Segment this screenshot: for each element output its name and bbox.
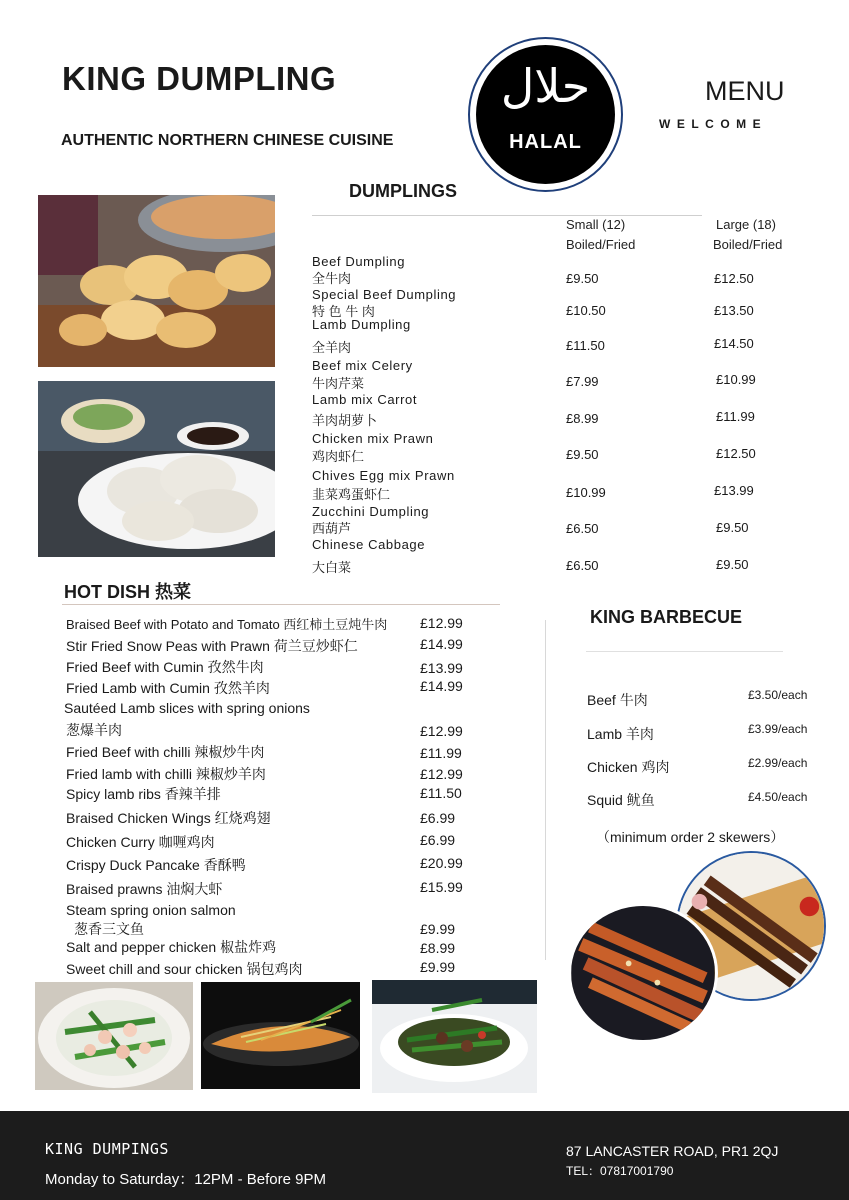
hot-dish-price: £12.99 bbox=[420, 723, 463, 739]
dumpling-name: Beef mix Celery bbox=[312, 358, 413, 373]
hot-dish-name: Salt and pepper chicken 椒盐炸鸡 bbox=[66, 939, 277, 955]
hot-dish-name: Fried Lamb with Cumin 孜然羊肉 bbox=[66, 680, 270, 696]
dumpling-large-price: £11.99 bbox=[716, 409, 755, 424]
hot-dish-price: £12.99 bbox=[420, 615, 463, 631]
hot-dish-name: Sweet chill and sour chicken 锅包鸡肉 bbox=[66, 961, 303, 977]
dumpling-large-price: £9.50 bbox=[716, 520, 749, 535]
hot-dish-price: £6.99 bbox=[420, 810, 456, 826]
dumpling-name: Special Beef Dumpling bbox=[312, 287, 457, 302]
dumpling-name: Chinese Cabbage bbox=[312, 537, 426, 552]
hot-dish-heading: HOT DISH 热菜 bbox=[64, 582, 192, 602]
dumpling-large-price: £13.99 bbox=[714, 483, 754, 498]
fried-dumplings-photo bbox=[38, 195, 275, 367]
barbecue-item-name: Lamb 羊肉 bbox=[587, 726, 654, 742]
dumpling-large-price: £14.50 bbox=[714, 336, 754, 351]
hot-dish-name: 葱爆羊肉 bbox=[66, 722, 122, 738]
fried-beef-chilli-photo bbox=[372, 980, 537, 1093]
dumpling-small-price: £6.50 bbox=[566, 558, 599, 573]
dumpling-name: Chives Egg mix Prawn bbox=[312, 468, 455, 483]
footer-address: 87 LANCASTER ROAD, PR1 2QJ bbox=[566, 1143, 779, 1159]
barbecue-item-price: £4.50/each bbox=[748, 790, 808, 804]
dumpling-small-price: £10.99 bbox=[566, 485, 606, 500]
hot-dish-name: Fried Beef with chilli 辣椒炒牛肉 bbox=[66, 744, 265, 760]
hot-dish-price: £9.99 bbox=[420, 959, 456, 975]
footer-telephone: TEL：07817001790 bbox=[566, 1164, 674, 1178]
dumpling-small-price: £9.50 bbox=[566, 447, 599, 462]
steamed-salmon-photo bbox=[201, 982, 360, 1089]
barbecue-divider bbox=[586, 651, 783, 652]
dumpling-large-price: £9.50 bbox=[716, 557, 749, 572]
dumpling-large-price: £12.50 bbox=[714, 271, 754, 286]
chicken-skewers-photo bbox=[568, 903, 718, 1043]
halal-logo bbox=[476, 45, 615, 184]
boiled-dumplings-photo bbox=[38, 381, 275, 557]
dumpling-small-price: £10.50 bbox=[566, 303, 606, 318]
hot-dish-name: Chicken Curry 咖喱鸡肉 bbox=[66, 834, 215, 850]
large-column-header: Large (18) bbox=[716, 217, 776, 232]
hot-dish-name: Crispy Duck Pancake 香酥鸭 bbox=[66, 857, 246, 873]
hot-dish-price: £13.99 bbox=[420, 660, 463, 676]
hot-dish-price: £15.99 bbox=[420, 879, 463, 895]
dumpling-cn-name: 牛肉芹菜 bbox=[312, 376, 365, 391]
dumpling-small-price: £6.50 bbox=[566, 521, 599, 536]
barbecue-item-price: £3.50/each bbox=[748, 688, 808, 702]
dumpling-cn-name: 羊肉胡萝卜 bbox=[312, 413, 378, 428]
small-column-header: Small (12) bbox=[566, 217, 626, 232]
hot-dish-name: Stir Fried Snow Peas with Prawn 荷兰豆炒虾仁 bbox=[66, 638, 358, 654]
dumpling-large-price: £12.50 bbox=[716, 446, 756, 461]
dumpling-name: Beef Dumpling bbox=[312, 254, 406, 269]
dumplings-divider bbox=[312, 215, 702, 216]
dumpling-small-price: £9.50 bbox=[566, 271, 599, 286]
halal-label: HALAL bbox=[509, 131, 582, 153]
hot-dish-name: Braised Chicken Wings 红烧鸡翅 bbox=[66, 810, 271, 826]
barbecue-item-price: £3.99/each bbox=[748, 722, 808, 736]
hot-dish-price: £8.99 bbox=[420, 940, 456, 956]
dumpling-cn-name: 特 色 牛 肉 bbox=[312, 304, 375, 319]
dumpling-large-price: £10.99 bbox=[716, 372, 756, 387]
column-divider bbox=[545, 620, 546, 960]
minimum-order-note: （minimum order 2 skewers） bbox=[596, 829, 785, 845]
dumpling-name: Lamb mix Carrot bbox=[312, 392, 418, 407]
dumpling-cn-name: 韭菜鸡蛋虾仁 bbox=[312, 487, 391, 502]
hot-dish-name: Braised prawns 油焖大虾 bbox=[66, 881, 223, 897]
hot-dish-name: Spicy lamb ribs 香辣羊排 bbox=[66, 786, 221, 802]
restaurant-subtitle: AUTHENTIC NORTHERN CHINESE CUISINE bbox=[61, 132, 394, 149]
hot-dish-name: Fried Beef with Cumin 孜然牛肉 bbox=[66, 659, 264, 675]
hot-dish-name: Fried lamb with chilli 辣椒炒羊肉 bbox=[66, 766, 266, 782]
dumpling-name: Chicken mix Prawn bbox=[312, 431, 434, 446]
hot-dish-price: £9.99 bbox=[420, 921, 456, 937]
dumpling-name: Lamb Dumpling bbox=[312, 317, 411, 332]
hot-dish-name: Steam spring onion salmon bbox=[66, 902, 236, 918]
barbecue-item-name: Beef 牛肉 bbox=[587, 692, 648, 708]
hot-dish-price: £14.99 bbox=[420, 678, 463, 694]
menu-label: MENU bbox=[705, 76, 785, 106]
dumpling-cn-name: 大白菜 bbox=[312, 560, 352, 575]
hot-dish-name: Sautéed Lamb slices with spring onions bbox=[64, 700, 310, 716]
footer-restaurant-name: KING DUMPINGS bbox=[45, 1140, 169, 1158]
hot-dish-price: £14.99 bbox=[420, 636, 463, 652]
snow-peas-prawn-photo bbox=[35, 982, 193, 1090]
dumpling-small-price: £8.99 bbox=[566, 411, 599, 426]
barbecue-item-name: Squid 鱿鱼 bbox=[587, 792, 655, 808]
hot-dish-price: £6.99 bbox=[420, 832, 456, 848]
barbecue-item-name: Chicken 鸡肉 bbox=[587, 759, 670, 775]
dumpling-cn-name: 西葫芦 bbox=[312, 521, 352, 536]
dumpling-small-price: £11.50 bbox=[566, 338, 605, 353]
hot-dish-name: 葱香三文鱼 bbox=[74, 921, 144, 937]
hot-dish-divider bbox=[62, 604, 500, 605]
hot-dish-name: Braised Beef with Potato and Tomato 西红柿土豆炖牛肉 bbox=[66, 617, 388, 632]
hot-dish-price: £11.99 bbox=[420, 745, 462, 761]
hot-dish-price: £20.99 bbox=[420, 855, 463, 871]
large-column-subheader: Boiled/Fried bbox=[713, 237, 783, 252]
halal-arabic-text: حلال bbox=[500, 59, 591, 113]
dumpling-cn-name: 鸡肉虾仁 bbox=[312, 449, 365, 464]
dumpling-name: Zucchini Dumpling bbox=[312, 504, 430, 519]
hot-dish-price: £12.99 bbox=[420, 766, 463, 782]
dumpling-large-price: £13.50 bbox=[714, 303, 754, 318]
dumpling-cn-name: 全牛肉 bbox=[312, 271, 352, 286]
barbecue-heading: KING BARBECUE bbox=[590, 607, 743, 627]
restaurant-title: KING DUMPLING bbox=[62, 60, 337, 97]
dumpling-small-price: £7.99 bbox=[566, 374, 599, 389]
small-column-subheader: Boiled/Fried bbox=[566, 237, 636, 252]
dumpling-cn-name: 全羊肉 bbox=[312, 340, 352, 355]
barbecue-item-price: £2.99/each bbox=[748, 756, 808, 770]
hot-dish-price: £11.50 bbox=[420, 785, 462, 801]
dumplings-heading: DUMPLINGS bbox=[349, 181, 457, 201]
footer-opening-hours: Monday to Saturday：12PM - Before 9PM bbox=[45, 1171, 326, 1188]
welcome-label: WELCOME bbox=[659, 117, 768, 131]
